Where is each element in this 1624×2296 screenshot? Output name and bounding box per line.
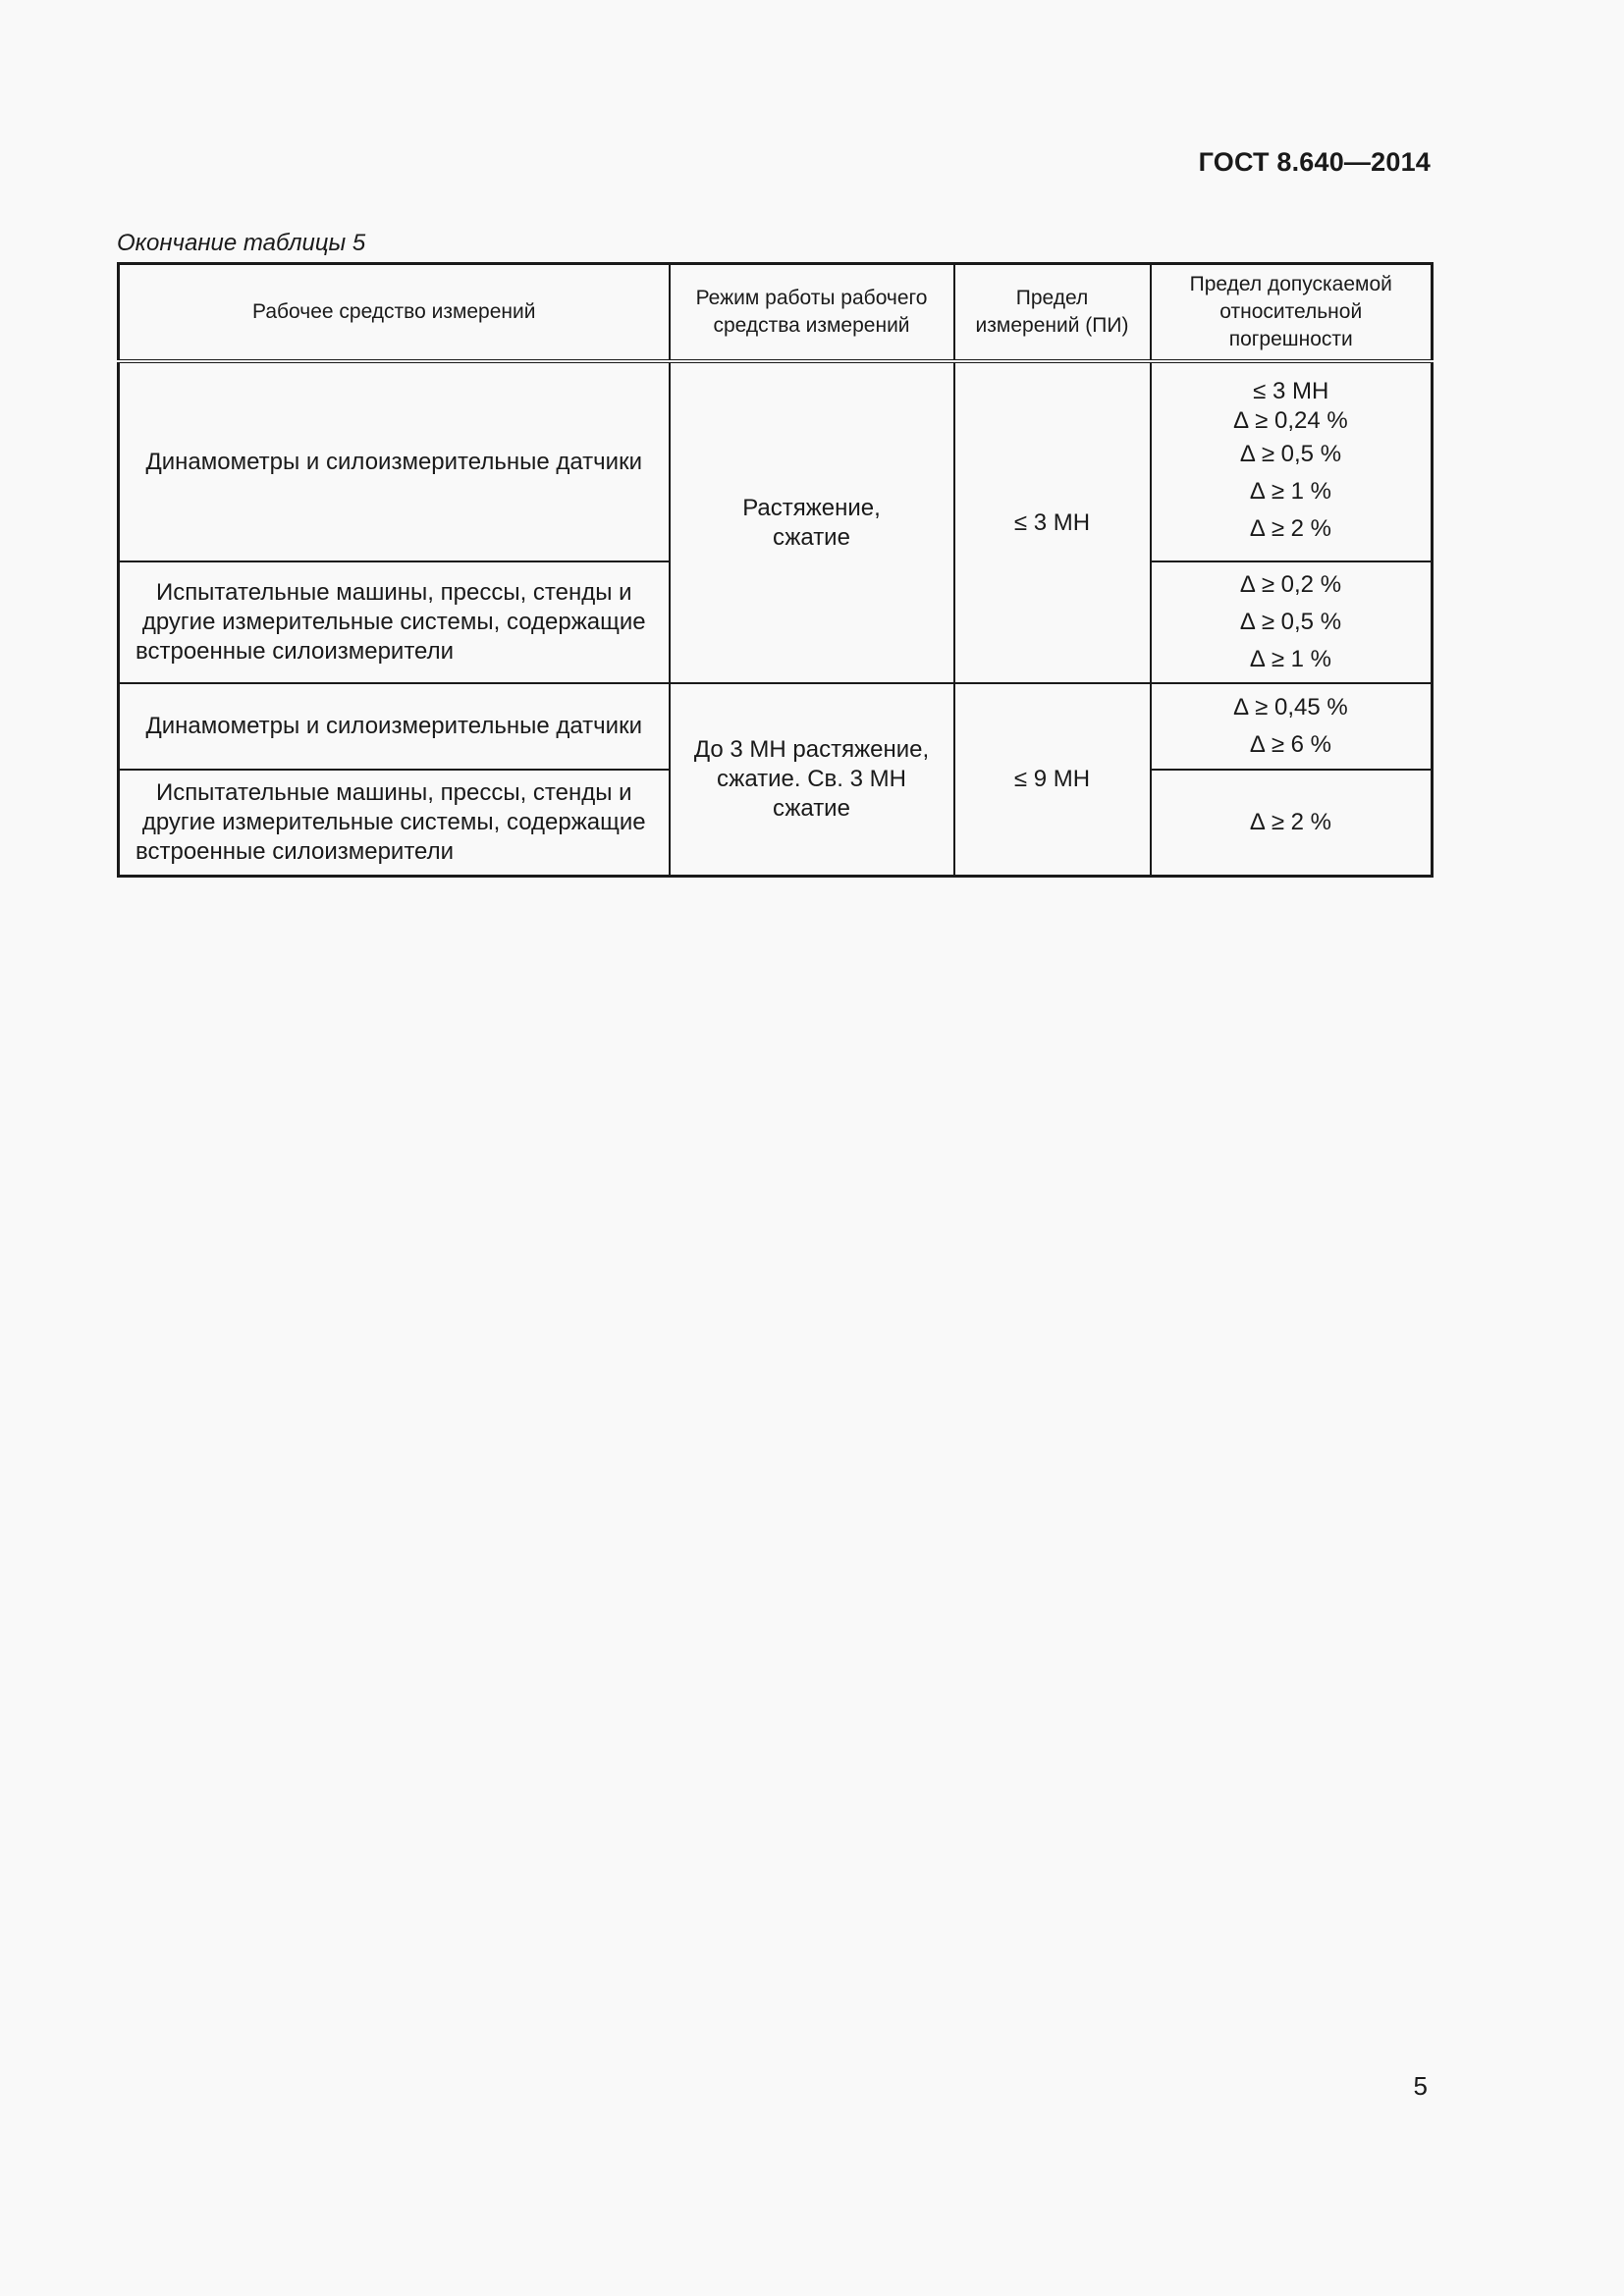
error-cell bbox=[1151, 683, 1433, 770]
error-value: ∆ ≥ 0,5 % bbox=[1240, 440, 1342, 467]
page-number: 5 bbox=[1413, 2071, 1428, 2101]
measurement-table bbox=[117, 262, 1434, 878]
table-header-row bbox=[119, 264, 1433, 362]
column-header-mode: Режим работы рабочего средства измерений bbox=[670, 264, 954, 362]
error-value: ∆ ≥ 0,45 % bbox=[1233, 694, 1348, 721]
error-cell bbox=[1151, 770, 1433, 876]
error-value: ≤ 3 МН bbox=[1253, 377, 1329, 404]
column-header-limit: Предел измерений (ПИ) bbox=[954, 264, 1151, 362]
column-header-instrument: Рабочее средство измерений bbox=[119, 264, 670, 362]
instrument-cell: Динамометры и силоизмерительные датчики bbox=[119, 683, 670, 770]
error-value: ∆ ≥ 2 % bbox=[1250, 514, 1332, 542]
error-value: ∆ ≥ 1 % bbox=[1250, 477, 1332, 505]
document-code: ГОСТ 8.640—2014 bbox=[1198, 147, 1431, 177]
error-cell bbox=[1151, 361, 1433, 561]
error-cell bbox=[1151, 561, 1433, 683]
table-caption: Окончание таблицы 5 bbox=[117, 230, 366, 256]
instrument-cell: Испытательные машины, прессы, стенды и другие измерительные системы, содержащие встроенные силоизмерители bbox=[119, 561, 670, 683]
limit-cell: ≤ 3 МН bbox=[954, 361, 1151, 683]
mode-cell: До 3 МН растяжение, сжатие. Св. 3 МН сжатие bbox=[670, 683, 954, 876]
error-value: ∆ ≥ 1 % bbox=[1250, 646, 1332, 672]
error-value: ∆ ≥ 0,5 % bbox=[1240, 609, 1342, 635]
error-value: ∆ ≥ 0,24 % bbox=[1233, 406, 1348, 434]
error-value: ∆ ≥ 6 % bbox=[1250, 731, 1332, 758]
table-row bbox=[119, 361, 1433, 561]
error-value: ∆ ≥ 0,2 % bbox=[1240, 571, 1342, 598]
table-row bbox=[119, 683, 1433, 770]
column-header-error: Предел допускаемой относительной погрешности bbox=[1151, 264, 1433, 362]
error-value: ∆ ≥ 2 % bbox=[1250, 808, 1332, 835]
instrument-cell: Испытательные машины, прессы, стенды и другие измерительные системы, содержащие встроенные силоизмерители bbox=[119, 770, 670, 876]
mode-cell: Растяжение, сжатие bbox=[670, 361, 954, 683]
limit-cell: ≤ 9 МН bbox=[954, 683, 1151, 876]
instrument-cell: Динамометры и силоизмерительные датчики bbox=[119, 361, 670, 561]
